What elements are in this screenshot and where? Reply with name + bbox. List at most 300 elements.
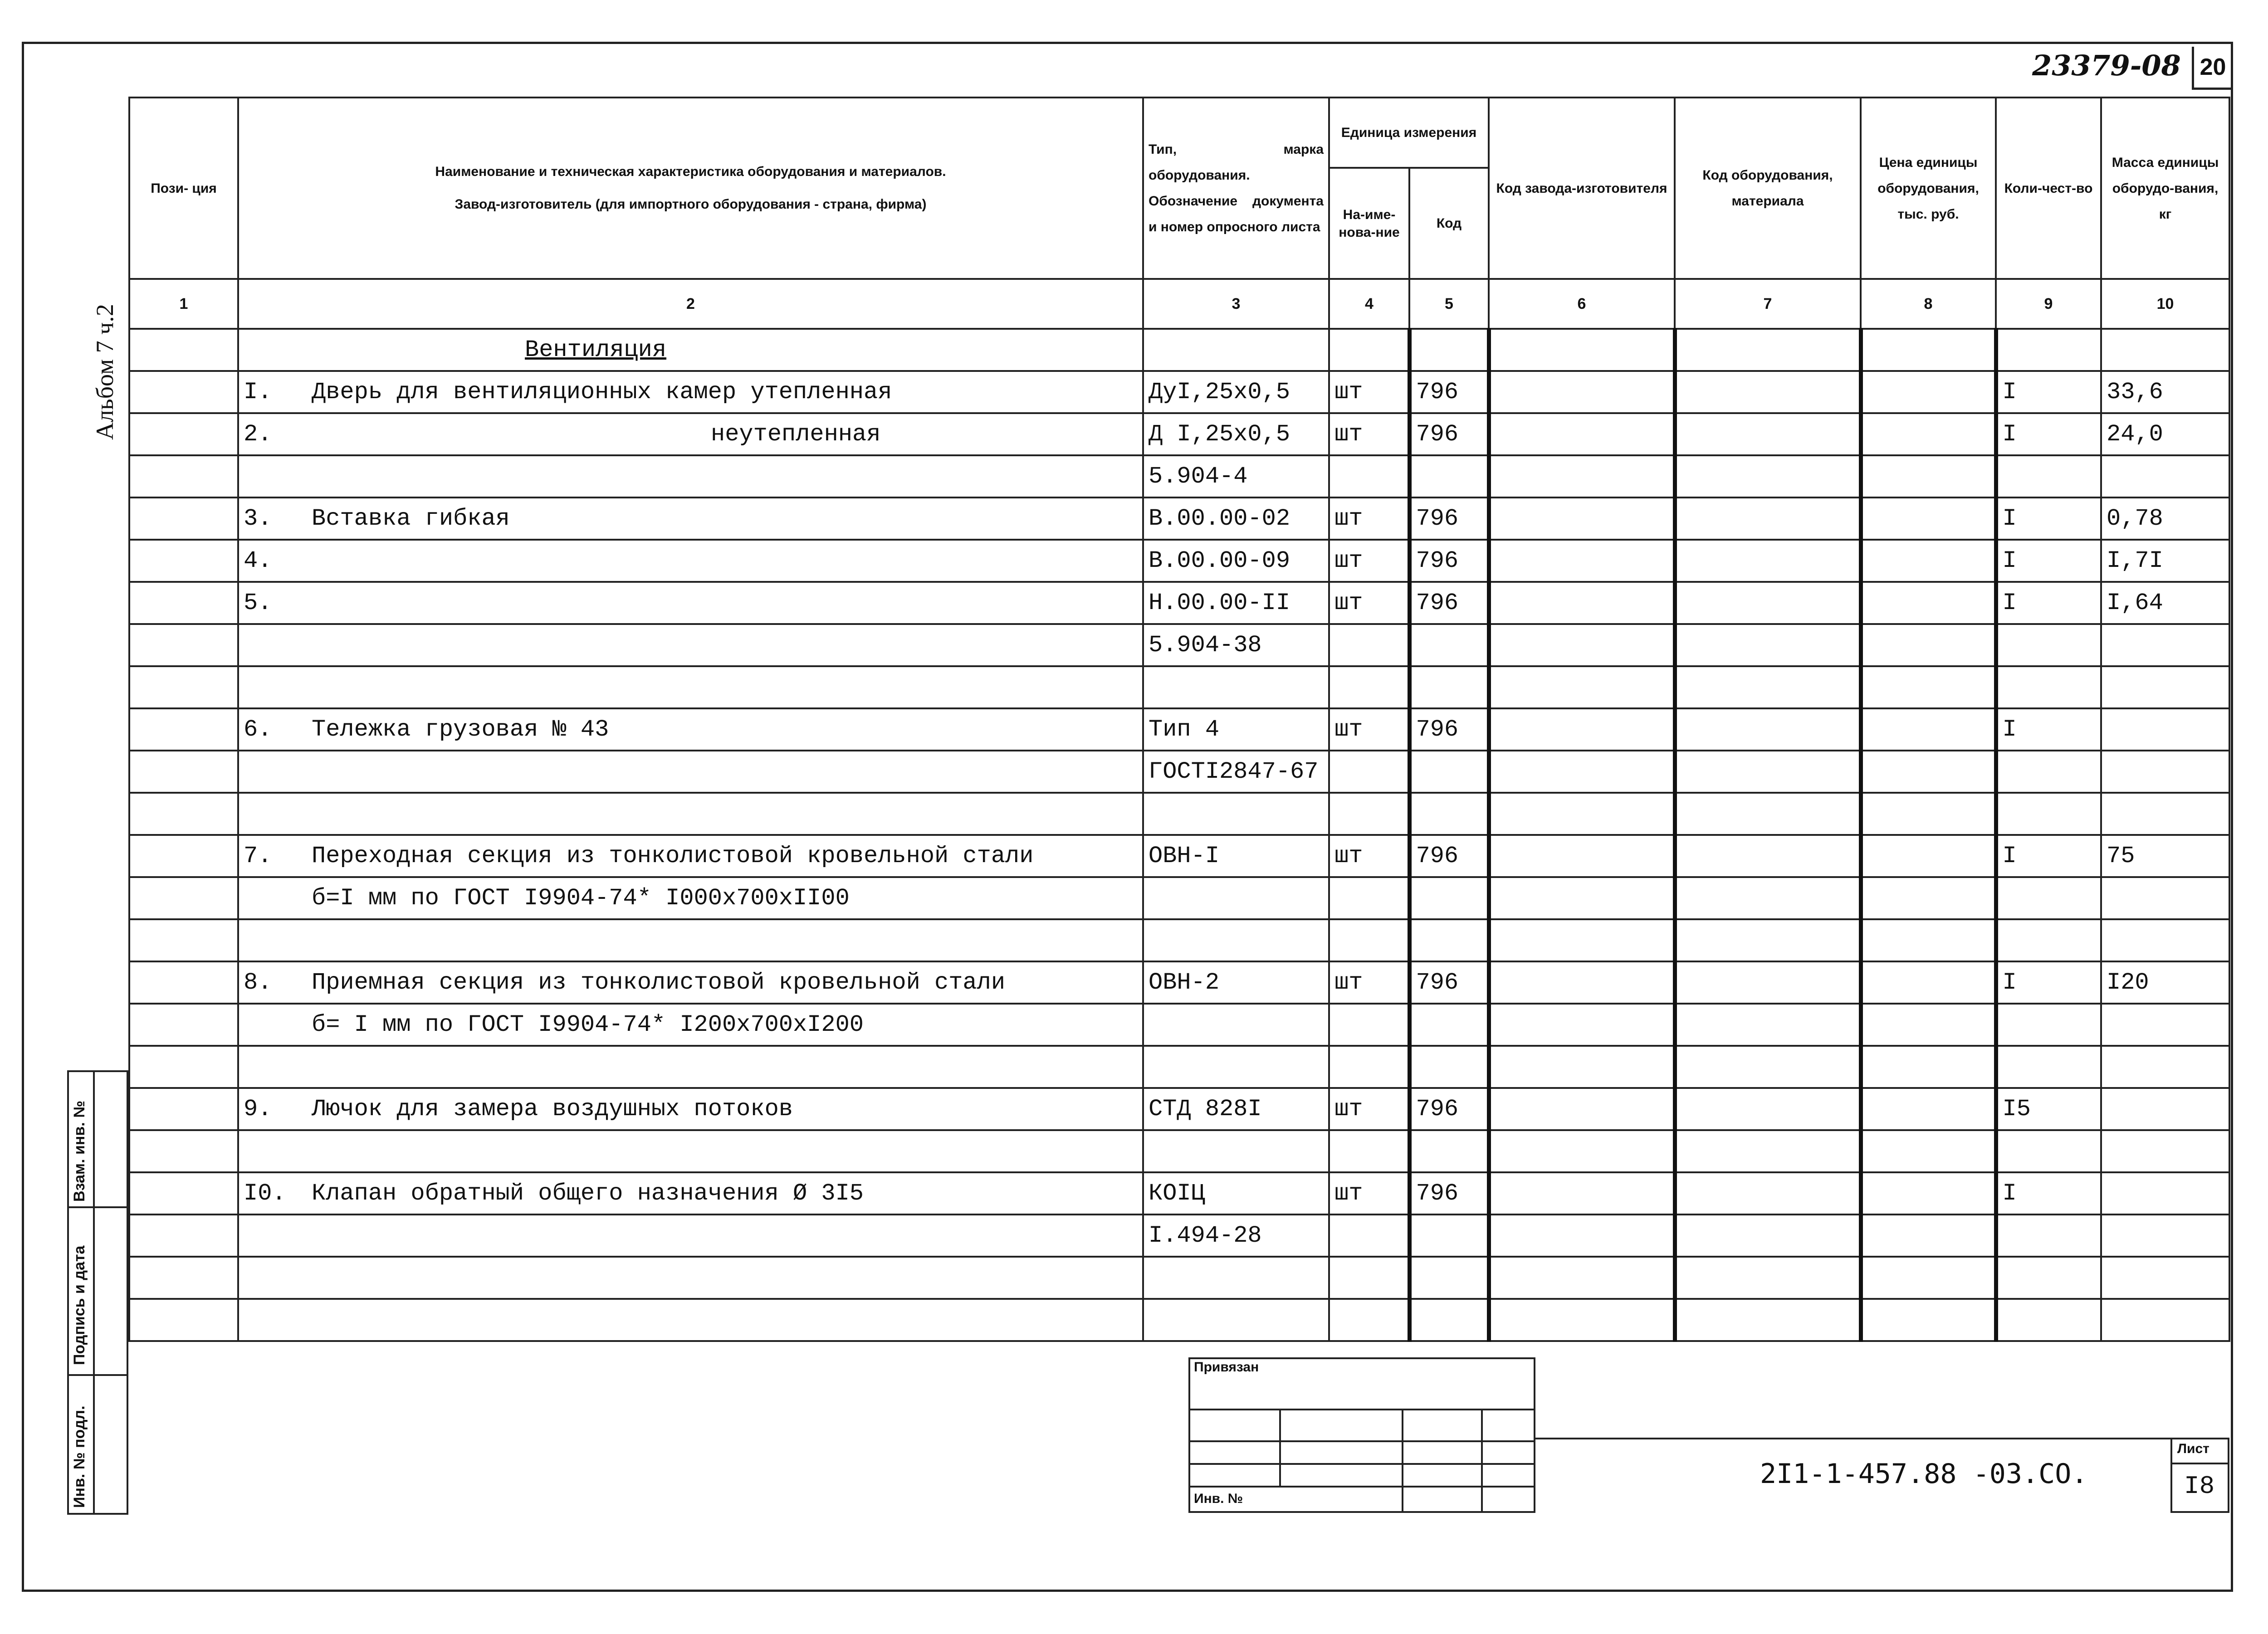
item-qty: I [1996,1172,2101,1215]
item-position: 2. [244,421,272,448]
empty-cell [1861,751,1996,793]
item-code [1409,1004,1489,1046]
empty-cell [1489,540,1675,582]
item-type: ОВН-2 [1143,961,1329,1004]
empty-cell [1489,582,1675,624]
empty-cell [129,1215,238,1257]
empty-cell [1861,455,1996,498]
empty-cell [1861,793,1996,835]
table-row [129,961,2229,1004]
empty-cell [1489,708,1675,751]
empty-cell [1489,1299,1675,1341]
item-unit: шт [1329,582,1409,624]
item-unit: шт [1329,540,1409,582]
item-mass: 0,78 [2101,498,2229,540]
table-row [129,1004,2229,1046]
item-mass [2101,1088,2229,1130]
item-mass: I,64 [2101,582,2229,624]
item-qty [1996,455,2101,498]
item-unit [1329,877,1409,919]
item-mass [2101,793,2229,835]
empty-cell [1861,835,1996,877]
header-price: Цена единицы оборудования, тыс. руб. [1861,98,1996,279]
empty-cell [1489,751,1675,793]
item-code [1409,793,1489,835]
item-mass [2101,751,2229,793]
item-type: 5.904-4 [1143,455,1329,498]
item-qty [1996,877,2101,919]
empty-cell [129,666,238,708]
empty-cell [1489,877,1675,919]
item-code [1409,455,1489,498]
empty-cell [1675,961,1861,1004]
item-position: 7. [244,843,272,869]
empty-cell [1675,1004,1861,1046]
empty-cell [1675,708,1861,751]
table-row [129,582,2229,624]
item-name-cell [238,1088,1143,1130]
item-name: б= I мм по ГОСТ I9904-74* I200x700xI200 [312,1011,864,1038]
item-unit [1329,1299,1409,1341]
empty-cell [129,919,238,961]
item-qty: I [1996,708,2101,751]
column-number: 7 [1675,279,1861,329]
item-type: КОIЦ [1143,1172,1329,1215]
item-unit: шт [1329,1172,1409,1215]
item-qty [1996,919,2101,961]
empty-cell [1861,540,1996,582]
item-unit: шт [1329,413,1409,455]
item-unit [1329,793,1409,835]
table-row [129,1257,2229,1299]
sheet-divider [2170,1463,2229,1464]
item-code [1409,1130,1489,1172]
item-type [1143,877,1329,919]
stamp-label-inv: Инв. № подл. [71,1405,88,1508]
table-row [129,1172,2229,1215]
item-name: Дверь для вентиляционных камер утепленная [312,379,892,405]
item-name-cell [238,835,1143,877]
empty-cell [129,455,238,498]
sheet-label: Лист [2177,1441,2209,1456]
item-name-cell [238,961,1143,1004]
item-type [1143,1004,1329,1046]
corner-page-number: 20 [2192,47,2232,90]
item-qty: I [1996,371,2101,413]
item-code: 796 [1409,540,1489,582]
item-mass: I,7I [2101,540,2229,582]
empty-cell [1675,751,1861,793]
item-name: Клапан обратный общего назначения Ø 3I5 [312,1180,864,1207]
item-unit: шт [1329,835,1409,877]
item-name: неутепленная [711,421,881,448]
item-name-cell [238,371,1143,413]
empty-cell [1675,624,1861,666]
item-qty: I [1996,498,2101,540]
empty-cell [1489,1088,1675,1130]
table-row [129,1299,2229,1341]
empty-cell [1861,624,1996,666]
item-position: I0. [244,1180,286,1207]
table-row [129,1130,2229,1172]
empty-cell [129,877,238,919]
empty-cell [1675,1046,1861,1088]
corner-code: 23379-08 [2032,49,2181,82]
header-name: Наименование и техническая характеристика оборудования и материалов. Завод-изготовитель (для импортного оборудования - страна, фирма) [238,98,1143,279]
empty-cell [1861,498,1996,540]
empty-cell [129,708,238,751]
item-mass [2101,1172,2229,1215]
item-code [1409,877,1489,919]
empty-cell [1861,1088,1996,1130]
item-name-cell [238,1299,1143,1341]
item-mass [2101,919,2229,961]
empty-cell [1861,666,1996,708]
item-position: 6. [244,716,272,743]
empty-cell [1861,1046,1996,1088]
item-qty: I [1996,540,2101,582]
item-mass [2101,624,2229,666]
empty-cell [1675,835,1861,877]
empty-cell [129,1257,238,1299]
item-mass [2101,455,2229,498]
empty-cell [1675,1130,1861,1172]
column-number: 5 [1409,279,1489,329]
item-unit [1329,1215,1409,1257]
empty-cell [1861,371,1996,413]
item-type: 5.904-38 [1143,624,1329,666]
empty-cell [1675,413,1861,455]
empty-cell [129,1299,238,1341]
empty-cell [129,1088,238,1130]
item-mass [2101,1215,2229,1257]
empty-cell [1675,877,1861,919]
item-mass: 33,6 [2101,371,2229,413]
item-unit [1329,455,1409,498]
item-code: 796 [1409,582,1489,624]
item-unit [1329,1004,1409,1046]
empty-cell [1861,1130,1996,1172]
album-label: Альбом 7 ч.2 [91,304,118,440]
empty-cell [1675,1299,1861,1341]
item-name-cell [238,498,1143,540]
document-code: 2I1-1-457.88 -03.CO. [1760,1458,2088,1490]
item-code [1409,1215,1489,1257]
item-code [1409,751,1489,793]
header-unit-name: На-име-нова-ние [1329,168,1409,279]
item-qty: I [1996,413,2101,455]
item-qty [1996,1004,2101,1046]
empty-cell [1489,666,1675,708]
empty-cell [1675,919,1861,961]
sheet-number: I8 [2184,1472,2215,1501]
table-row [129,498,2229,540]
column-number: 8 [1861,279,1996,329]
header-type: Тип, марка оборудования. Обозначение документа и номер опросного листа [1143,98,1329,279]
empty-cell [1489,919,1675,961]
item-unit [1329,1130,1409,1172]
specification-table [128,97,2230,1342]
empty-cell [129,793,238,835]
item-name: Переходная секция из тонколистовой кровельной стали [312,843,1034,869]
table-row [129,413,2229,455]
item-unit: шт [1329,961,1409,1004]
item-code: 796 [1409,371,1489,413]
empty-cell [1861,1299,1996,1341]
empty-cell [1489,961,1675,1004]
empty-cell [1489,371,1675,413]
empty-cell [129,751,238,793]
item-unit: шт [1329,708,1409,751]
empty-cell [129,961,238,1004]
item-code [1409,1257,1489,1299]
item-name-cell [238,1004,1143,1046]
section-title: Вентиляция [525,337,667,363]
header-factory-code: Код завода-изготовителя [1489,98,1675,279]
item-mass [2101,1046,2229,1088]
item-position: I. [244,379,272,405]
header-unit-code: Код [1409,168,1489,279]
item-name-cell [238,624,1143,666]
item-unit [1329,624,1409,666]
stamp-label-vzam: Взам. инв. № [71,1100,88,1202]
empty-cell [1489,413,1675,455]
empty-cell [1861,1004,1996,1046]
column-number: 2 [238,279,1143,329]
empty-cell [1861,1172,1996,1215]
empty-cell [129,835,238,877]
empty-cell [1489,498,1675,540]
table-row [129,1215,2229,1257]
item-unit [1329,919,1409,961]
item-unit [1329,1257,1409,1299]
item-unit: шт [1329,498,1409,540]
item-qty: I [1996,961,2101,1004]
table-row [129,1088,2229,1130]
empty-cell [1489,1172,1675,1215]
item-type: ГОСТI2847-67 [1143,751,1329,793]
item-type: Тип 4 [1143,708,1329,751]
item-qty: I [1996,835,2101,877]
empty-cell [1675,498,1861,540]
item-qty [1996,1257,2101,1299]
item-name-cell [238,1130,1143,1172]
empty-cell [1861,1215,1996,1257]
empty-cell [1489,455,1675,498]
empty-cell [1861,877,1996,919]
empty-cell [129,624,238,666]
item-name-cell [238,1215,1143,1257]
empty-cell [1675,666,1861,708]
item-type: ДуI,25x0,5 [1143,371,1329,413]
item-qty [1996,666,2101,708]
item-name: Вставка гибкая [312,505,510,532]
empty-cell [1861,1257,1996,1299]
empty-cell [1489,1130,1675,1172]
table-row [129,877,2229,919]
item-type [1143,793,1329,835]
empty-cell [1675,455,1861,498]
item-mass [2101,708,2229,751]
item-mass: I20 [2101,961,2229,1004]
item-qty [1996,1130,2101,1172]
table-row [129,455,2229,498]
item-name-cell [238,1257,1143,1299]
binding-title: Привязан [1194,1360,1259,1375]
empty-cell [1489,793,1675,835]
table-row [129,793,2229,835]
item-unit [1329,666,1409,708]
item-name-cell [238,540,1143,582]
item-type: I.494-28 [1143,1215,1329,1257]
column-number: 4 [1329,279,1409,329]
table-row [129,666,2229,708]
empty-cell [1675,540,1861,582]
item-code: 796 [1409,498,1489,540]
item-unit: шт [1329,1088,1409,1130]
empty-cell [1489,624,1675,666]
item-qty [1996,751,2101,793]
item-position: 4. [244,547,272,574]
empty-cell [1861,413,1996,455]
item-qty [1996,624,2101,666]
item-code [1409,1299,1489,1341]
item-mass: 24,0 [2101,413,2229,455]
item-qty [1996,1299,2101,1341]
item-name-cell [238,877,1143,919]
item-type [1143,1046,1329,1088]
empty-cell [1861,961,1996,1004]
item-name: Тележка грузовая № 43 [312,716,609,743]
column-number: 6 [1489,279,1675,329]
column-number: 10 [2101,279,2229,329]
column-number: 9 [1996,279,2101,329]
item-type: В.00.00-09 [1143,540,1329,582]
item-code: 796 [1409,835,1489,877]
item-name-cell [238,751,1143,793]
item-type [1143,1257,1329,1299]
table-row [129,371,2229,413]
item-qty [1996,793,2101,835]
item-code: 796 [1409,961,1489,1004]
empty-cell [129,413,238,455]
empty-cell [1861,919,1996,961]
item-mass [2101,1130,2229,1172]
table-row [129,708,2229,751]
item-unit [1329,1046,1409,1088]
item-name: б=I мм по ГОСТ I9904-74* I000x700xII00 [312,885,850,912]
item-type: СТД 828I [1143,1088,1329,1130]
item-code: 796 [1409,1088,1489,1130]
table-row [129,751,2229,793]
empty-cell [129,1046,238,1088]
item-name-cell [238,582,1143,624]
item-code [1409,624,1489,666]
table-row [129,540,2229,582]
column-number: 3 [1143,279,1329,329]
item-code: 796 [1409,413,1489,455]
empty-cell [129,1130,238,1172]
item-type: Д I,25x0,5 [1143,413,1329,455]
item-code [1409,1046,1489,1088]
header-equipment-code: Код оборудования, материала [1675,98,1861,279]
empty-cell [1489,835,1675,877]
table-row [129,919,2229,961]
header-pos: Пози- ция [129,98,238,279]
empty-cell [1675,582,1861,624]
item-type [1143,919,1329,961]
item-mass: 75 [2101,835,2229,877]
item-name-cell [238,666,1143,708]
item-position: 8. [244,969,272,996]
item-name-cell [238,455,1143,498]
item-unit: шт [1329,371,1409,413]
item-qty [1996,1046,2101,1088]
item-qty: I [1996,582,2101,624]
item-name-cell [238,1046,1143,1088]
binding-inv-label: Инв. № [1194,1491,1243,1506]
item-type [1143,1130,1329,1172]
table-row [129,624,2229,666]
item-code [1409,919,1489,961]
item-type [1143,1299,1329,1341]
item-name-cell [238,793,1143,835]
empty-cell [129,498,238,540]
empty-cell [1675,1088,1861,1130]
item-code [1409,666,1489,708]
empty-cell [129,582,238,624]
empty-cell [129,1172,238,1215]
empty-cell [1675,371,1861,413]
empty-cell [129,540,238,582]
item-name-cell [238,413,1143,455]
item-mass [2101,1299,2229,1341]
item-code: 796 [1409,708,1489,751]
empty-cell [1675,793,1861,835]
stamp-divider [93,1070,95,1515]
item-code: 796 [1409,1172,1489,1215]
table-row [129,1046,2229,1088]
item-type: Н.00.00-II [1143,582,1329,624]
item-type: ОВН-I [1143,835,1329,877]
empty-cell [129,371,238,413]
item-type: В.00.00-02 [1143,498,1329,540]
empty-cell [1489,1257,1675,1299]
empty-cell [1861,708,1996,751]
item-unit [1329,751,1409,793]
item-mass [2101,1257,2229,1299]
empty-cell [1489,1215,1675,1257]
column-number: 1 [129,279,238,329]
item-mass [2101,666,2229,708]
item-mass [2101,877,2229,919]
table-row [129,835,2229,877]
empty-cell [1675,1257,1861,1299]
empty-cell [1489,1046,1675,1088]
header-unit: Единица измерения [1329,98,1489,168]
item-position: 9. [244,1096,272,1122]
item-mass [2101,1004,2229,1046]
item-position: 3. [244,505,272,532]
item-position: 5. [244,590,272,616]
item-type [1143,666,1329,708]
title-block-line [1535,1438,2229,1439]
empty-cell [1675,1172,1861,1215]
header-mass: Масса единицы оборудо-вания, кг [2101,98,2229,279]
empty-cell [1861,582,1996,624]
item-name: Лючок для замера воздушных потоков [312,1096,793,1122]
item-name: Приемная секция из тонколистовой кровельной стали [312,969,1006,996]
